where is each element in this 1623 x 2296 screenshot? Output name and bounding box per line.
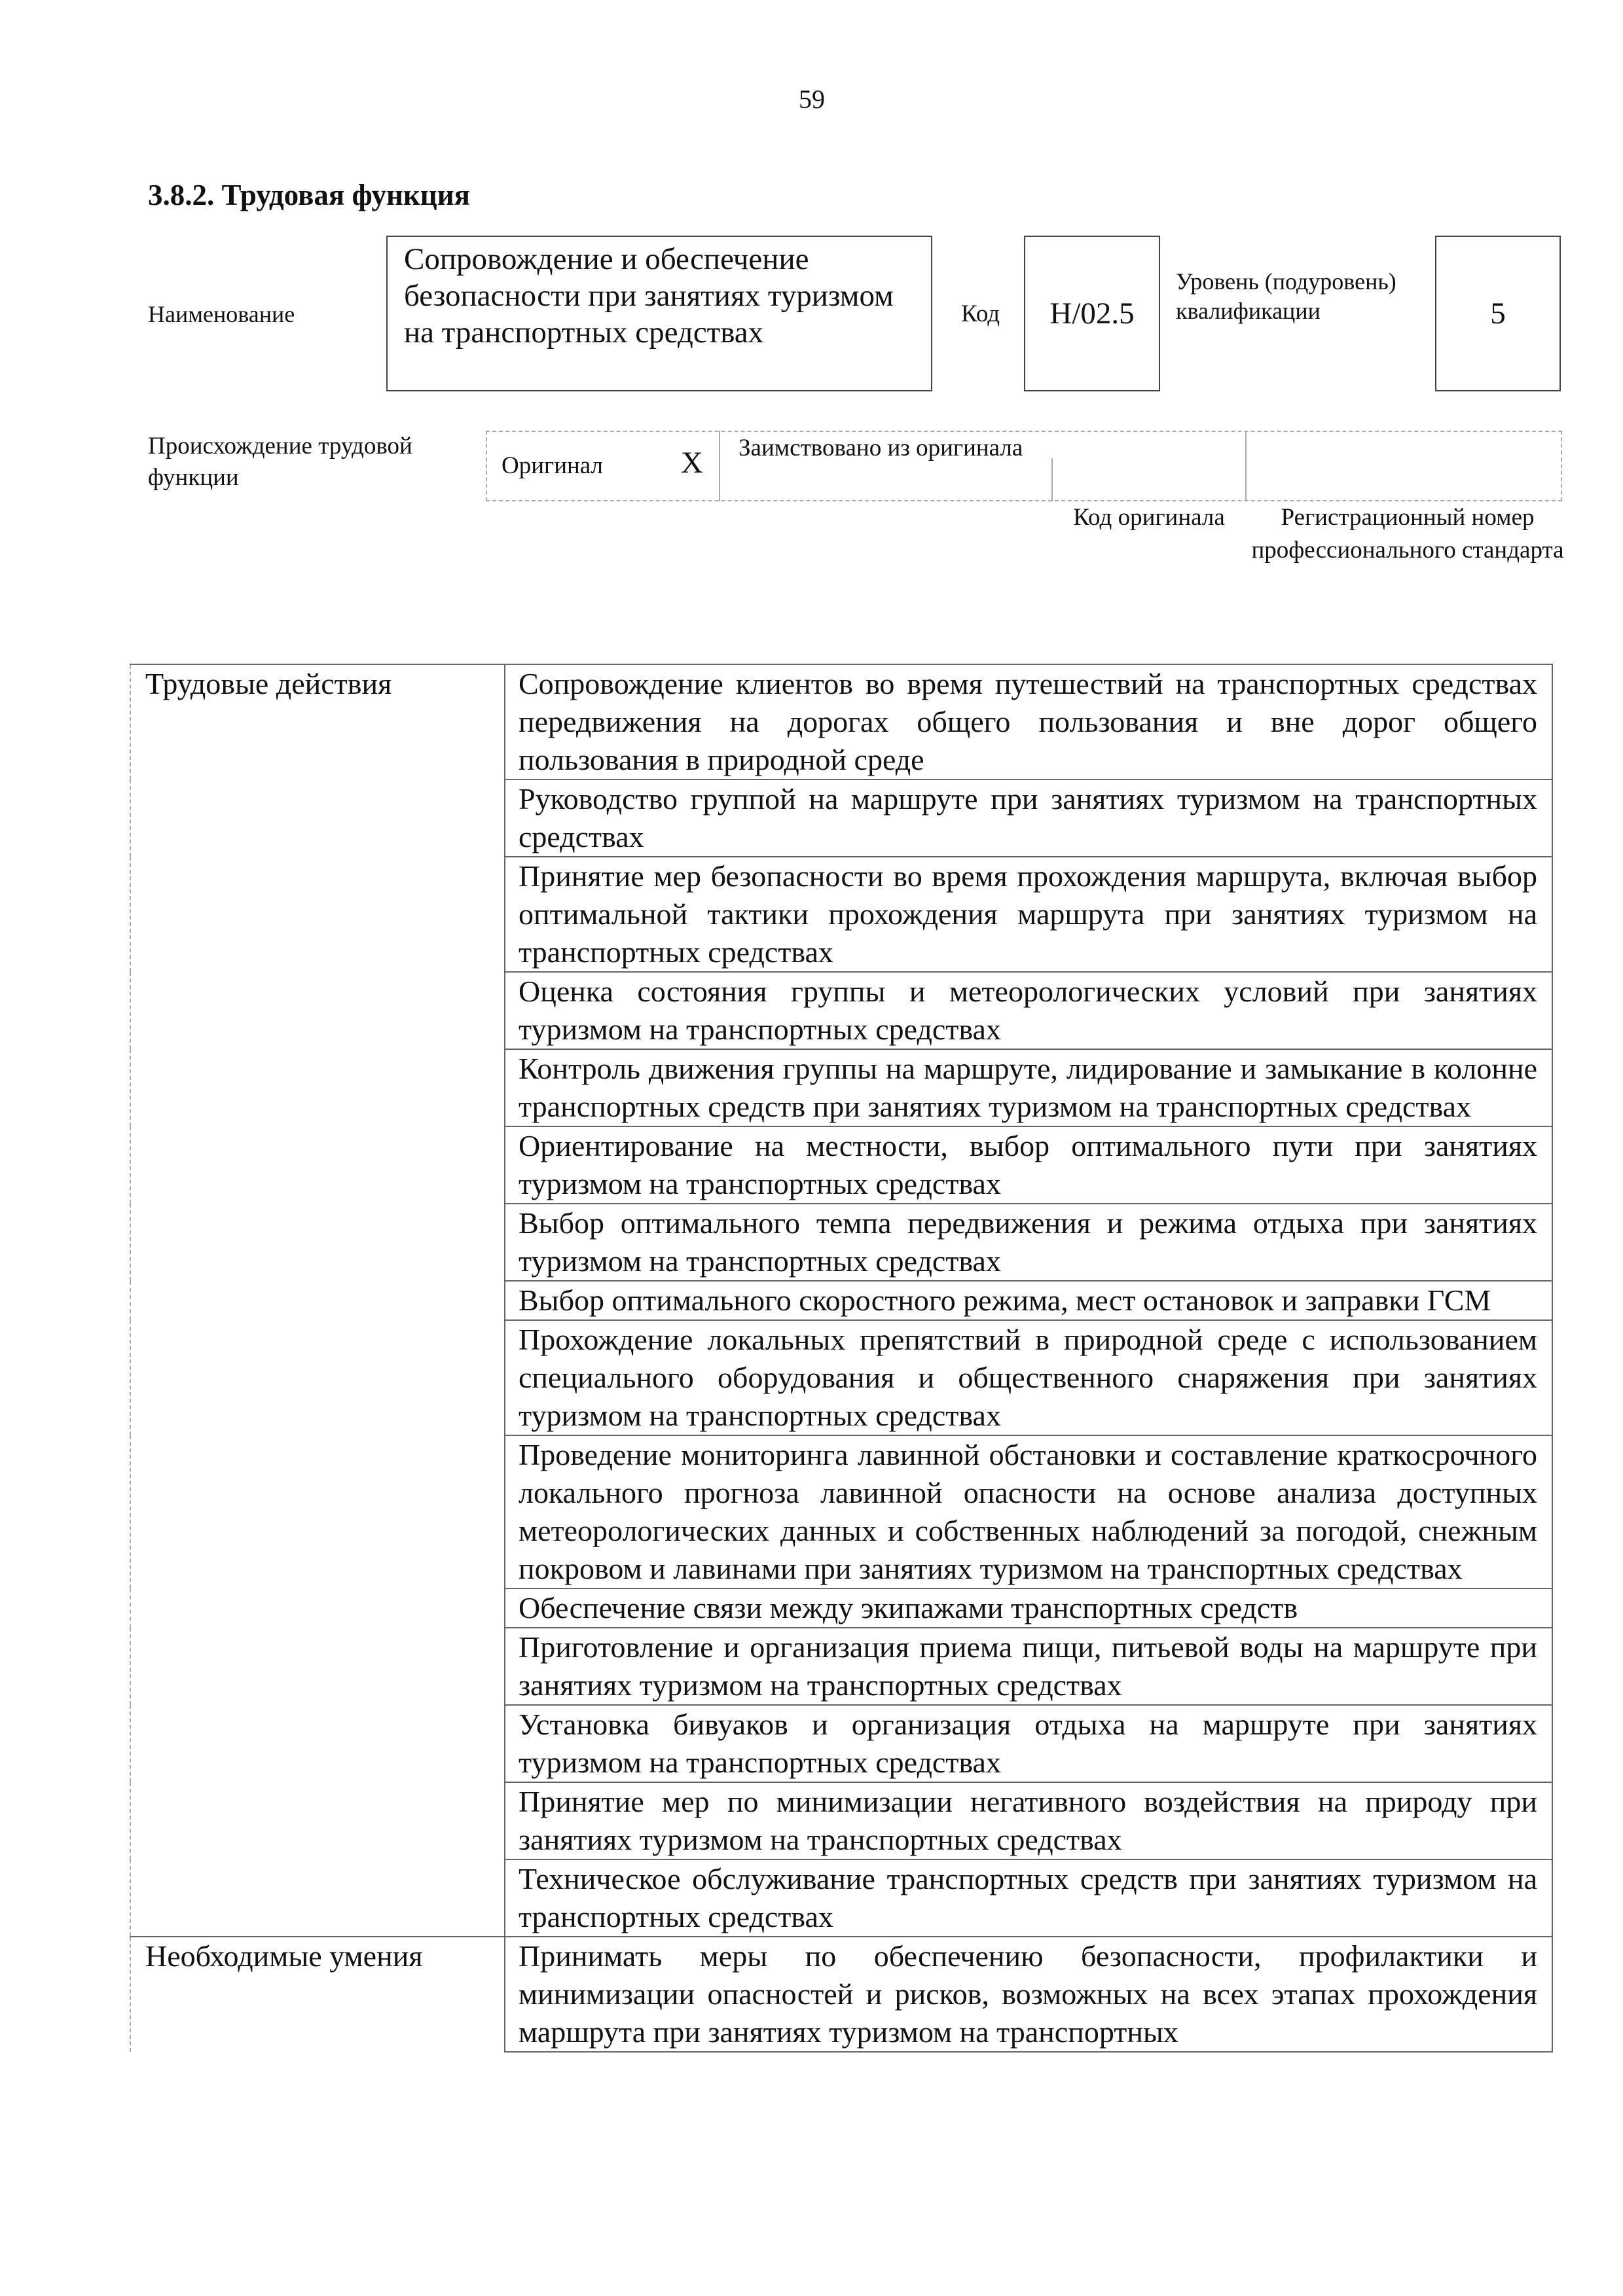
- table-row: [130, 664, 1552, 780]
- labor-action-cell: Контроль движения группы на маршруте, лидирование и замыкание в колонне транспортных средств при занятиях туризмом на транспортных средствах: [505, 1049, 1552, 1126]
- required-skill-cell: Принимать меры по обеспечению безопасности, профилактики и минимизации опасностей и рисков, возможных на всех этапах прохождения маршрута при занятиях туризмом на транспортных: [505, 1937, 1552, 2052]
- labor-action-cell: Ориентирование на местности, выбор оптимального пути при занятиях туризмом на транспортных средствах: [505, 1126, 1552, 1204]
- name-label: Наименование: [148, 301, 295, 327]
- origin-divider: [719, 431, 720, 501]
- origin-divider: [1245, 431, 1247, 501]
- labor-action-cell: Принятие мер по минимизации негативного воздействия на природу при занятиях туризмом на транспортных средствах: [505, 1782, 1552, 1859]
- labor-action-cell: Выбор оптимального скоростного режима, мест остановок и заправки ГСМ: [505, 1281, 1552, 1320]
- code-value-box: H/02.5: [1024, 236, 1160, 391]
- original-mark: X: [681, 446, 703, 480]
- origin-label: Происхождение трудовой функции: [148, 433, 412, 491]
- labor-action-cell: Обеспечение связи между экипажами транспортных средств: [505, 1588, 1552, 1628]
- labor-action-cell: Выбор оптимального темпа передвижения и режима отдыха при занятиях туризмом на транспортных средствах: [505, 1204, 1552, 1281]
- level-value-box: 5: [1435, 236, 1561, 391]
- original-option-label: Оригинал: [501, 452, 604, 479]
- table-row: [130, 1937, 1552, 2052]
- level-label: Уровень (подуровень) квалификации: [1176, 268, 1396, 324]
- name-value-box: Сопровождение и обеспечение безопасности при занятиях туризмом на транспортных средствах: [386, 236, 932, 391]
- required-skills-label: Необходимые умения: [130, 1937, 505, 2052]
- labor-actions-label: Трудовые действия: [130, 664, 505, 1937]
- code-label: Код: [961, 300, 1000, 327]
- labor-action-cell: Оценка состояния группы и метеорологических условий при занятиях туризмом на транспортных средствах: [505, 972, 1552, 1049]
- page-number: 59: [799, 84, 825, 114]
- labor-action-cell: Принятие мер безопасности во время прохождения маршрута, включая выбор оптимальной тактики прохождения маршрута при занятиях туризмом на транспортных средствах: [505, 857, 1552, 972]
- labor-action-cell: Приготовление и организация приема пищи, питьевой воды на маршруте при занятиях туризмом на транспортных средствах: [505, 1628, 1552, 1705]
- section-title: 3.8.2. Трудовая функция: [148, 179, 471, 211]
- labor-action-cell: Проведение мониторинга лавинной обстановки и составление краткосрочного локального прогноза лавинной опасности на основе анализа доступных метеорологических данных и собственных наблюдений за погодой, снежным покровом и лавинами при занятиях туризмом на транспортных средствах: [505, 1435, 1552, 1588]
- labor-action-cell: Сопровождение клиентов во время путешествий на транспортных средствах передвижения на дорогах общего пользования и вне дорог общего пользования в природной среде: [505, 664, 1552, 780]
- origin-divider: [1051, 458, 1053, 501]
- labor-action-cell: Установка бивуаков и организация отдыха на маршруте при занятиях туризмом на транспортных средствах: [505, 1705, 1552, 1782]
- labor-action-cell: Прохождение локальных препятствий в природной среде с использованием специального оборудования и общественного снаряжения при занятиях туризмом на транспортных средствах: [505, 1320, 1552, 1435]
- labor-action-cell: Руководство группой на маршруте при занятиях туризмом на транспортных средствах: [505, 780, 1552, 857]
- registration-number-caption: Регистрационный номер профессионального стандарта: [1251, 504, 1564, 564]
- labor-action-cell: Техническое обслуживание транспортных средств при занятиях туризмом на транспортных средствах: [505, 1859, 1552, 1937]
- borrowed-option-label: Заимствовано из оригинала: [739, 435, 1023, 461]
- labor-function-table: [130, 664, 1553, 2053]
- original-code-caption: Код оригинала: [1073, 504, 1225, 531]
